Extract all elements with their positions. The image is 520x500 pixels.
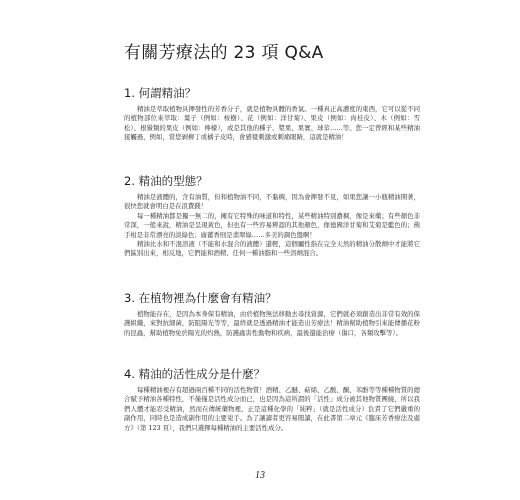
section-heading: 1. 何謂精油？ [124,86,197,100]
section-heading: 4. 精油的活性成分是什麼？ [124,367,266,381]
section-oil-form [124,173,420,259]
section-paragraph: 精油比水和不混溶液（不能和水混合的液體）還輕，這個屬性指在完全天然的精油分散劑中才能將它們區別出來，相反地，它們能和酒精、任何一種油脂和一些溶劑混合。 [124,240,420,258]
section-active-ingredients [124,366,420,433]
section-what-is-essential-oil [124,85,420,143]
page-title: 有關芳療法的 23 項 Q&A [124,43,324,63]
section-paragraph: 每一種精油都是獨一無二的，擁有它特殊的味道和特性，某些精油特別濃稠，像是來藥；有些顏色非常深，一般來說，精油是呈現黃色，但也有一些容易辨認的其他顏色，像德國洋甘菊和艾菊是藍色的；佛手柑是非常漂亮的淡綠色；廣藿香則是翡翠綠……多美的調色盤啊！ [124,211,420,239]
section-heading: 3. 在植物裡為什麼會有精油？ [124,291,277,305]
section-heading: 2. 精油的型態？ [124,174,208,188]
section-paragraph: 精油是液體的，含有油質，但和植物油不同，不黏稠，因為會揮發不見，如果您讓一小瓶精油開著，很快您就會明白是在浪費錢！ [124,193,420,211]
section-paragraph: 每種精油裡存有超過兩百種不同的活性物質！酒精、乙醚、萜烯、乙酸、酮、苯酚等等種種物質的總合賦予精油各種特性，不僅僅是活性成分而已，也是因為這所謂的「活性」成分被其他物質團繞，所以我們人體才能忍受精油，然而在傳統藥物裡，正是這種化學的「純粹」（就是活性成分）負責了它們嚴重的副作用，同時也是造成副作用的主要兇手。為了讓讀者更容易閱讀，在此書第二章元《臨床芳香療法及處方》（第 123 頁），我們只選擇每種精油的主要活性成分。 [124,386,420,432]
section-paragraph: 精油是萃取植物具揮發性的芳香分子，就是植物具體的香氣。一種真正高濃度的東西，它可以從不同的植物部位來萃取：葉子（例如：桉樹）、花（例如：洋甘菊）、果皮（例如：肉桂皮）、木（例如：雪松）、根鬚類的果皮（例如：檸檬），或是其他的種子、漿果、果實、球莖……等。您一定曾經和某些精油接觸過，例如，當您剝柳丁或橘子皮時，會感覺刺激或刺痛眼睛，這就是精油！ [124,105,420,142]
section-why-plants-have-oil [124,290,420,338]
section-paragraph: 植物能存在，是因為本身保有精油，由於植物無法移動去尋找資源，它們就必須創造出非常有效的保護組織，來對抗細菌，防阻陽光等等，最終就是透過精油才能造出芳療法！精油幫助植物引來能傳播花粉的昆蟲，幫助植物免於陽光的灼熱，防護蟲害性動物和疾病，最後還能治療（傷口，各類攻擊等）。 [124,310,420,337]
page-number: 13 [255,470,265,481]
